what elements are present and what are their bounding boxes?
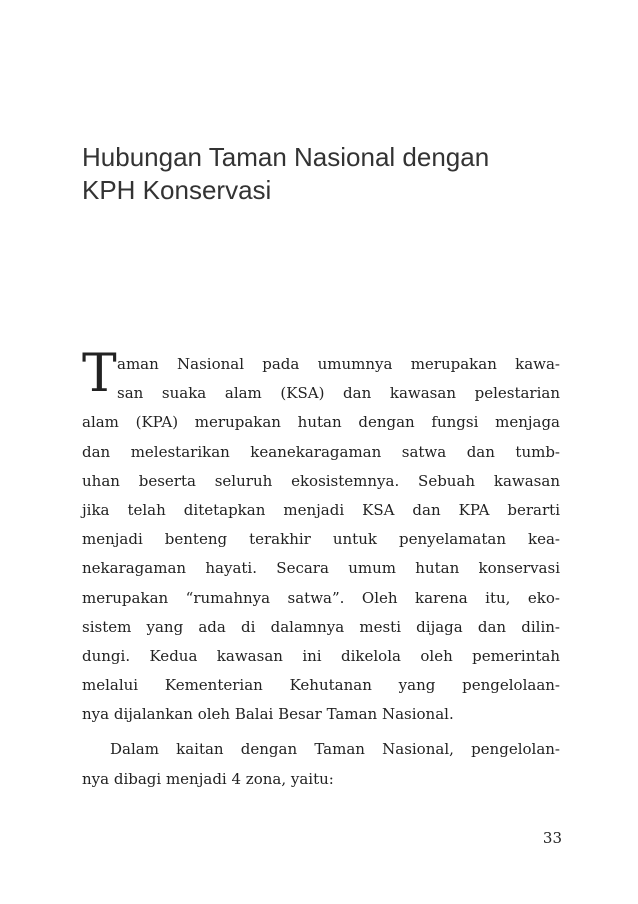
paragraph-line: merupakan “rumahnya satwa”. Oleh karena itu, eko- bbox=[82, 588, 560, 607]
paragraph-1 bbox=[82, 344, 560, 729]
paragraph-2 bbox=[82, 735, 560, 793]
paragraph-line: Dalam kaitan dengan Taman Nasional, pengelolan- bbox=[110, 740, 560, 759]
paragraph-line: uhan beserta seluruh ekosistemnya. Sebuah kawasan bbox=[82, 471, 560, 490]
paragraph-line: aman Nasional pada umumnya merupakan kawa- bbox=[117, 355, 560, 373]
paragraph-line: san suaka alam (KSA) dan kawasan pelestarian bbox=[117, 384, 560, 403]
paragraph-line: jika telah ditetapkan menjadi KSA dan KPA berarti bbox=[82, 500, 560, 519]
paragraph-line: dungi. Kedua kawasan ini dikelola oleh pemerintah bbox=[82, 646, 560, 665]
page-number: 33 bbox=[542, 829, 562, 847]
chapter-title bbox=[82, 141, 562, 207]
chapter-title-line-1: Hubungan Taman Nasional dengan bbox=[82, 142, 490, 172]
paragraph-line: melalui Kementerian Kehutanan yang pengelolaan- bbox=[82, 676, 560, 695]
body-text bbox=[82, 344, 560, 794]
paragraph-line: alam (KPA) merupakan hutan dengan fungsi menjaga bbox=[82, 413, 560, 432]
paragraph-line: nya dijalankan oleh Balai Besar Taman Nasional. bbox=[82, 705, 454, 724]
chapter-title-line-2: KPH Konservasi bbox=[82, 175, 272, 205]
paragraph-line: nya dibagi menjadi 4 zona, yaitu: bbox=[82, 769, 334, 788]
paragraph-line: nekaragaman hayati. Secara umum hutan konservasi bbox=[82, 559, 560, 578]
paragraph-line: dan melestarikan keanekaragaman satwa dan tumb- bbox=[82, 442, 560, 461]
drop-cap: T bbox=[82, 344, 117, 404]
paragraph-line: sistem yang ada di dalamnya mesti dijaga dan dilin- bbox=[82, 617, 560, 636]
paragraph-line: menjadi benteng terakhir untuk penyelamatan kea- bbox=[82, 530, 560, 549]
